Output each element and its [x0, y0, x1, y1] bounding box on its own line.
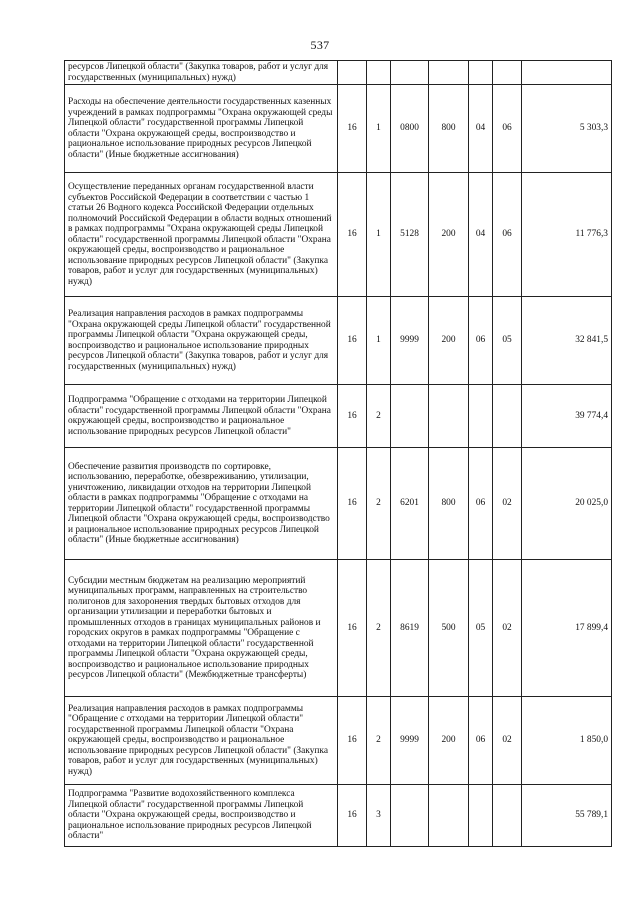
amount-value: 5 303,3	[522, 85, 612, 173]
program-code: 2	[367, 697, 391, 785]
subsection-code: 02	[493, 560, 522, 697]
table-row	[65, 560, 612, 697]
table-row	[65, 785, 612, 847]
target-code: 9999	[391, 697, 429, 785]
subsection-code: 02	[493, 697, 522, 785]
section-code	[469, 385, 493, 448]
expense-type-code	[429, 385, 469, 448]
admin-code: 16	[338, 560, 367, 697]
table-row	[65, 448, 612, 560]
section-code: 05	[469, 560, 493, 697]
target-code	[391, 385, 429, 448]
row-description: Реализация направления расходов в рамках подпрограммы "Охрана окружающей среды Липецкой области" государственной программы Липецкой области "Охрана окружающей среды, воспроизводство и рациональное использование природных ресурсов Липецкой области" (Закупка товаров, работ и услуг для государственных (муниципальных) нужд)	[65, 297, 338, 385]
expense-type-code: 800	[429, 448, 469, 560]
program-code: 2	[367, 385, 391, 448]
row-description: ресурсов Липецкой области" (Закупка товаров, работ и услуг для государственных (муниципальных) нужд)	[65, 61, 338, 85]
expense-type-code	[429, 61, 469, 85]
expense-type-code: 200	[429, 173, 469, 297]
page-number: 537	[310, 38, 330, 52]
amount-value: 1 850,0	[522, 697, 612, 785]
table-row	[65, 61, 612, 85]
target-code: 5128	[391, 173, 429, 297]
section-code	[469, 61, 493, 85]
row-description: Осуществление переданных органам государственной власти субъектов Российской Федерации в соответствии с частью 1 статьи 26 Водного кодекса Российской Федерации отдельных полномочий Российской Федерации в области водных отношений в рамках подпрограммы "Охрана окружающей среды Липецкой области" государственной программы Липецкой области "Охрана окружающей среды, воспроизводство и рациональное использование природных ресурсов Липецкой области" (Закупка товаров, работ и услуг для государственных (муниципальных) нужд)	[65, 173, 338, 297]
subsection-code: 02	[493, 448, 522, 560]
expense-type-code: 800	[429, 85, 469, 173]
row-description: Реализация направления расходов в рамках подпрограммы "Обращение с отходами на территории Липецкой области" государственной программы Липецкой области "Охрана окружающей среды, воспроизводство и рациональное использование природных ресурсов Липецкой области" (Закупка товаров, работ и услуг для государственных (муниципальных) нужд)	[65, 697, 338, 785]
subsection-code: 05	[493, 297, 522, 385]
amount-value: 17 899,4	[522, 560, 612, 697]
subsection-code	[493, 385, 522, 448]
section-code: 06	[469, 297, 493, 385]
admin-code	[338, 61, 367, 85]
row-description: Расходы на обеспечение деятельности государственных казенных учреждений в рамках подпрограммы "Охрана окружающей среды Липецкой области" государственной программы Липецкой области "Охрана окружающей среды, воспроизводство и рациональное использование природных ресурсов Липецкой области" (Иные бюджетные ассигнования)	[65, 85, 338, 173]
expense-type-code: 500	[429, 560, 469, 697]
section-code: 04	[469, 85, 493, 173]
expense-type-code: 200	[429, 697, 469, 785]
program-code: 1	[367, 173, 391, 297]
table-row	[65, 697, 612, 785]
amount-value: 20 025,0	[522, 448, 612, 560]
section-code: 06	[469, 448, 493, 560]
program-code: 2	[367, 560, 391, 697]
admin-code: 16	[338, 85, 367, 173]
admin-code: 16	[338, 173, 367, 297]
subsection-code: 06	[493, 85, 522, 173]
target-code: 9999	[391, 297, 429, 385]
target-code: 6201	[391, 448, 429, 560]
amount-value	[522, 61, 612, 85]
row-description: Обеспечение развития производств по сортировке, использованию, переработке, обезвреживанию, утилизации, уничтожению, ликвидации отходов на территории Липецкой области в рамках подпрограммы "Обращение с отходами на территории Липецкой области" государственной программы Липецкой области "Охрана окружающей среды, воспроизводство и рациональное использование природных ресурсов Липецкой области" (Иные бюджетные ассигнования)	[65, 448, 338, 560]
program-code: 2	[367, 448, 391, 560]
target-code	[391, 785, 429, 847]
target-code: 8619	[391, 560, 429, 697]
subsection-code: 06	[493, 173, 522, 297]
subsection-code	[493, 61, 522, 85]
admin-code: 16	[338, 448, 367, 560]
target-code	[391, 61, 429, 85]
row-description: Субсидии местным бюджетам на реализацию мероприятий муниципальных программ, направленных на строительство полигонов для захоронения твердых бытовых отходов для организации утилизации и переработки бытовых и промышленных отходов в границах муниципальных районов и городских округов в рамках подпрограммы "Обращение с отходами на территории Липецкой области" государственной программы Липецкой области "Охрана окружающей среды, воспроизводство и рациональное использование природных ресурсов Липецкой области" (Межбюджетные трансферты)	[65, 560, 338, 697]
section-code: 04	[469, 173, 493, 297]
amount-value: 11 776,3	[522, 173, 612, 297]
program-code	[367, 61, 391, 85]
budget-table	[64, 60, 612, 847]
admin-code: 16	[338, 785, 367, 847]
row-description: Подпрограмма "Развитие водохозяйственного комплекса Липецкой области" государственной программы Липецкой области "Охрана окружающей среды, воспроизводство и рациональное использование природных ресурсов Липецкой области"	[65, 785, 338, 847]
expense-type-code: 200	[429, 297, 469, 385]
table-row	[65, 385, 612, 448]
amount-value: 39 774,4	[522, 385, 612, 448]
amount-value: 32 841,5	[522, 297, 612, 385]
admin-code: 16	[338, 697, 367, 785]
admin-code: 16	[338, 385, 367, 448]
admin-code: 16	[338, 297, 367, 385]
program-code: 1	[367, 85, 391, 173]
table-row	[65, 173, 612, 297]
amount-value: 55 789,1	[522, 785, 612, 847]
section-code: 06	[469, 697, 493, 785]
row-description: Подпрограмма "Обращение с отходами на территории Липецкой области" государственной программы Липецкой области "Охрана окружающей среды, воспроизводство и рациональное использование природных ресурсов Липецкой области"	[65, 385, 338, 448]
expense-type-code	[429, 785, 469, 847]
subsection-code	[493, 785, 522, 847]
target-code: 0800	[391, 85, 429, 173]
program-code: 3	[367, 785, 391, 847]
table-row	[65, 85, 612, 173]
table-row	[65, 297, 612, 385]
section-code	[469, 785, 493, 847]
program-code: 1	[367, 297, 391, 385]
